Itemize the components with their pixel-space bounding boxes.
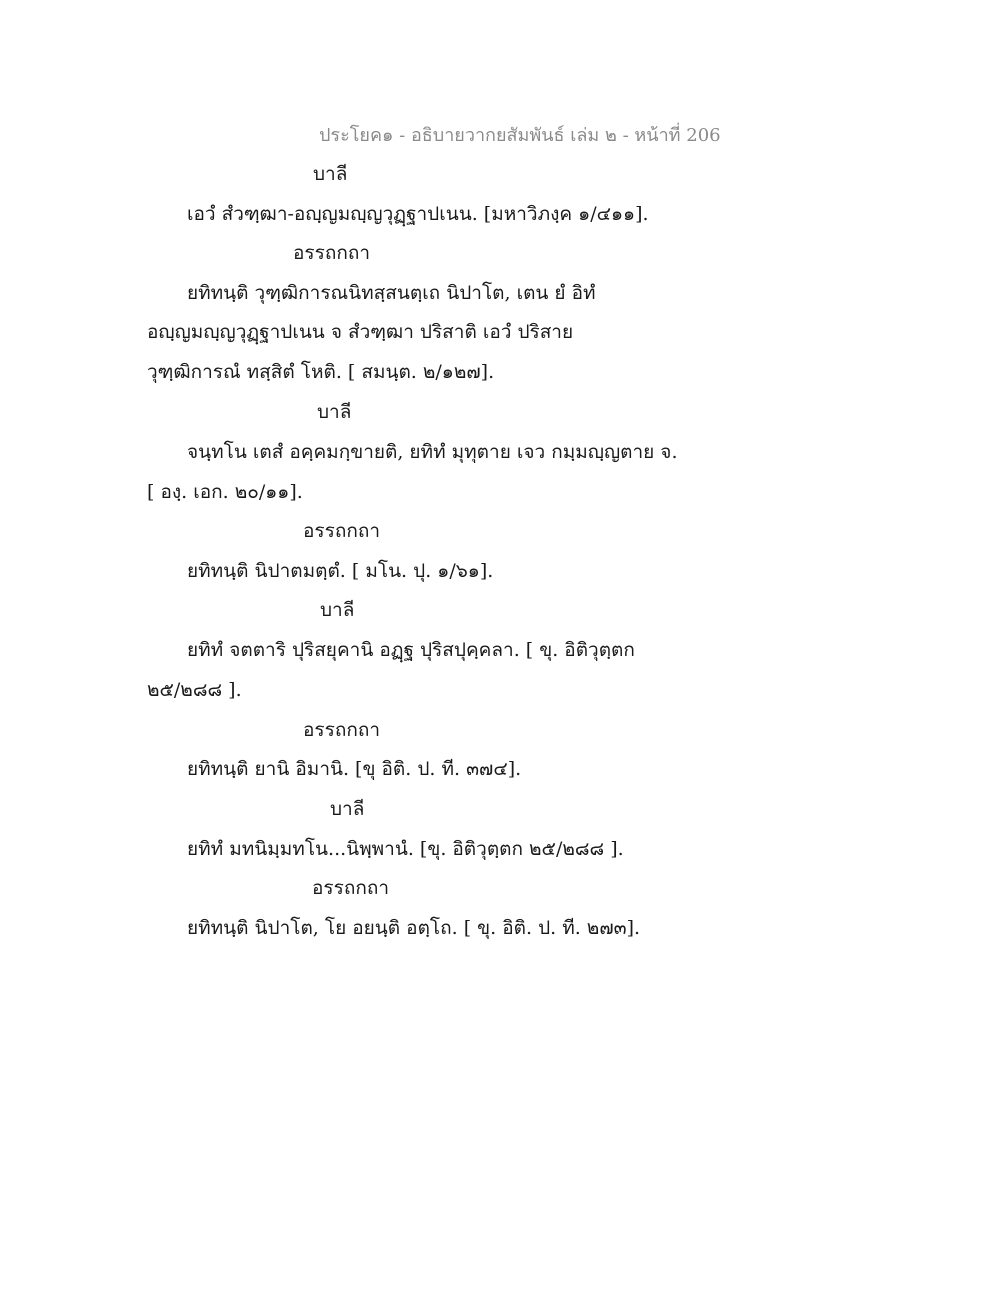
section-heading-pali: บาลี — [330, 798, 365, 820]
text-line: ยทิทนฺติ นิปาโต, โย อยนฺติ อตฺโถ. [ ขุ. อิติ. ป. ที. ๒๗๓]. — [187, 917, 641, 939]
text-line: ยทิทนฺติ นิปาตมตฺตํ. [ มโน. ปุ. ๑/๖๑]. — [187, 560, 494, 582]
text-line: อญฺญมญฺญวุฏฺฐาปเนน จ สํวฑฺฒา ปริสาติ เอวํ ปริสาย — [147, 321, 574, 343]
text-line: ยทิทนฺติ ยานิ อิมานิ. [ขุ อิติ. ป. ที. ๓๗๔]. — [187, 758, 522, 780]
section-heading-pali: บาลี — [320, 599, 355, 621]
text-line: [ องฺ. เอก. ๒๐/๑๑]. — [147, 481, 303, 503]
text-line: ยทิทํ จตตาริ ปุริสยุคานิ อฏฺฐ ปุริสปุคฺคลา. [ ขุ. อิติวุตฺตก — [187, 639, 635, 661]
section-heading-commentary: อรรถกถา — [303, 520, 381, 542]
section-heading-commentary: อรรถกถา — [293, 242, 371, 264]
section-heading-commentary: อรรถกถา — [303, 719, 381, 741]
text-line: จนฺทโน เตสํ อคฺคมกฺขายติ, ยทิทํ มุทุตาย เจว กมฺมญฺญตาย จ. — [187, 441, 678, 463]
text-line: เอวํ สํวฑฺฒา-อญฺญมญฺญวุฏฺฐาปเนน. [มหาวิภงฺค ๑/๔๑๑]. — [187, 203, 649, 225]
text-line: ยทิทนฺติ วุฑฺฒิการณนิทสฺสนตฺเถ นิปาโต, เตน ยํ อิทํ — [187, 282, 596, 304]
text-line: ๒๕/๒๘๘ ]. — [147, 679, 242, 701]
section-heading-pali: บาลี — [313, 163, 348, 185]
section-heading-pali: บาลี — [317, 401, 352, 423]
section-heading-commentary: อรรถกถา — [312, 877, 390, 899]
text-line: วุฑฺฒิการณํ ทสฺสิตํ โหติ. [ สมนฺต. ๒/๑๒๗]. — [147, 361, 495, 383]
text-line: ยทิทํ มทนิมฺมทโน...นิพฺพานํ. [ขุ. อิติวุตฺตก ๒๕/๒๘๘ ]. — [187, 838, 624, 860]
page-header: ประโยค๑ - อธิบายวากยสัมพันธ์ เล่ม ๒ - หน้าที่ 206 — [319, 125, 721, 146]
